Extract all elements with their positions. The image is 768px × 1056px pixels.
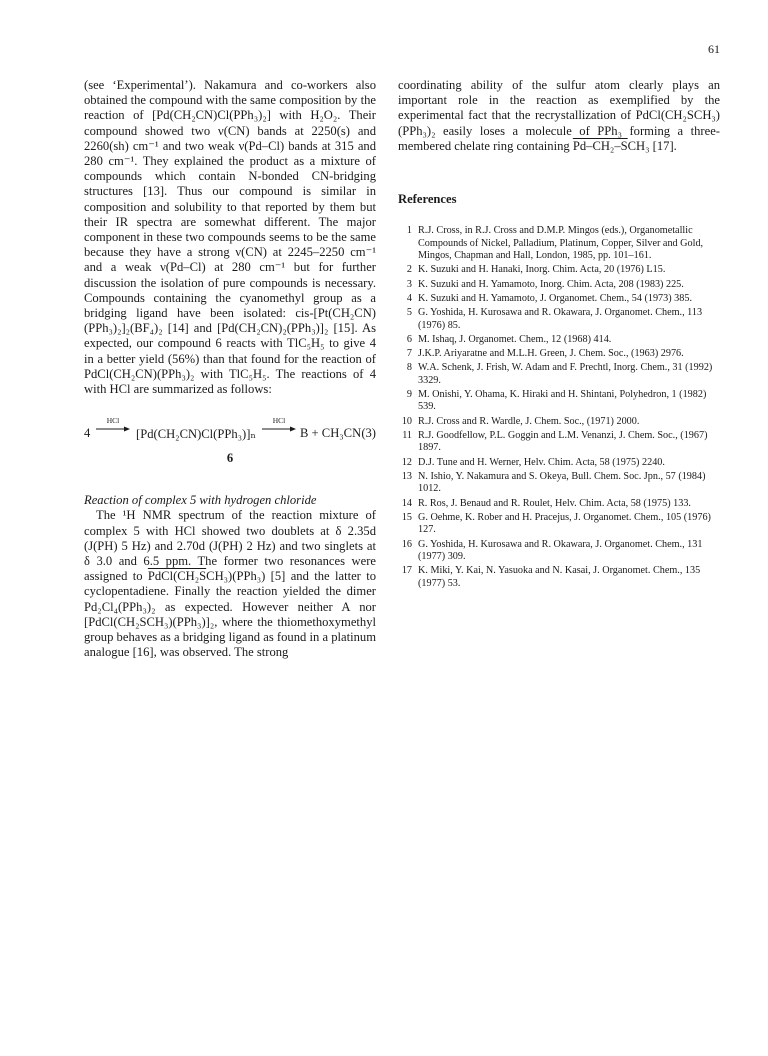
body-paragraph-2 (84, 508, 376, 660)
paragraph-2-text-a: The ¹H NMR spectrum of the reaction mixture of complex 5 with HCl showed two doublets at δ 2.35d (J(PH) 5 Hz) and 2.70d (J(PH) 2 Hz) and two singlets at δ 3.0 and 6.5 ppm. The former two resonances were assigned to (84, 508, 376, 584)
equation-3 (84, 417, 376, 449)
references-heading: References (398, 192, 457, 207)
arrow-1-label: HCl (106, 416, 120, 426)
reference-number: 17 (401, 565, 412, 577)
reference-text: N. Ishio, Y. Nakamura and S. Okeya, Bull. Chem. Soc. Jpn., 57 (1984) 1012. (418, 470, 706, 495)
reference-text: K. Miki, Y. Kai, N. Yasuoka and N. Kasai, J. Organomet. Chem., 135 (1977) 53. (418, 565, 701, 589)
equation-number: (3) (361, 426, 376, 441)
reference-text: W.A. Schenk, J. Frish, W. Adam and F. Prechtl, Inorg. Chem., 31 (1992) 3329. (418, 362, 713, 386)
reference-item (398, 348, 720, 361)
reference-number: 5 (406, 306, 412, 318)
reference-item (398, 362, 720, 387)
reference-item (398, 225, 720, 263)
arrow-2-label: HCl (272, 416, 286, 426)
paragraph-3-text-b: CH₃ [17]. (627, 138, 677, 153)
reference-item (398, 307, 720, 332)
reference-number: 8 (406, 362, 412, 374)
reference-text: K. Suzuki and H. Yamamoto, Inorg. Chim. Acta, 208 (1983) 225. (418, 278, 684, 290)
reference-text: K. Suzuki and H. Hanaki, Inorg. Chim. Acta, 20 (1976) L15. (418, 264, 666, 276)
paragraph-2-text-b: CH₃)(PPh₃) [5] and the latter to cyclopentadiene. Finally the reaction yielded the dimer Pd₂Cl₄(PPh₃)₂ as expected. However neither A nor [PdCl(CH₂SCH₃)(PPh₃)]₂, where the thiomethoxymethyl group behaves as a bridging ligand as found in a platinum analogue [16], was observed. The strong (84, 569, 377, 660)
left-column (84, 78, 376, 661)
reference-number: 10 (401, 415, 412, 427)
reaction-arrow-2 (262, 417, 296, 433)
reference-number: 12 (401, 456, 412, 468)
reference-item (398, 457, 720, 470)
page-number: 61 (708, 42, 720, 56)
paragraph-3-text-a: coordinating ability of the sulfur atom clearly plays an important role in the reaction as exemplified by the experimental fact that the recrystallization of PdCl(CH₂SCH₃)(PPh₃)₂ easily loses a molecule of PPh₃ forming a three-membered chelate ring containing (398, 78, 720, 153)
reference-number: 7 (406, 347, 412, 359)
reaction-arrow-1 (96, 417, 130, 433)
reference-text: G. Oehme, K. Rober and H. Pracejus, J. Organomet. Chem., 105 (1976) 127. (418, 511, 711, 536)
reference-text: M. Ishaq, J. Organomet. Chem., 12 (1968) 414. (418, 333, 612, 345)
reference-item (398, 389, 720, 414)
reference-item (398, 293, 720, 306)
reference-item (398, 279, 720, 292)
reference-item (398, 430, 720, 455)
reference-number: 9 (406, 388, 412, 400)
reference-number: 6 (406, 333, 412, 345)
reference-item (398, 416, 720, 429)
reference-text: G. Yoshida, H. Kurosawa and R. Okawara, J. Organomet. Chem., 131 (1977) 309. (418, 538, 703, 563)
reference-text: R.J. Cross and R. Wardle, J. Chem. Soc., (1971) 2000. (418, 415, 640, 427)
equation-reactant: 4 (84, 426, 91, 441)
reference-text: G. Yoshida, H. Kurosawa and R. Okawara, J. Organomet. Chem., 113 (1976) 85. (418, 306, 703, 331)
reference-text: J.K.P. Ariyaratne and M.L.H. Green, J. Chem. Soc., (1963) 2976. (418, 347, 684, 359)
arrow-2-icon (262, 425, 296, 433)
references-list (398, 225, 720, 591)
overlined-formula: PdCl(CH₂S (147, 569, 207, 584)
reference-item (398, 565, 720, 590)
chelate-ring-formula: Pd–CH₂–S (572, 138, 628, 153)
equation-products: B + CH₃CN (300, 426, 362, 441)
reference-number: 1 (406, 225, 412, 237)
reference-item (398, 512, 720, 537)
reference-item (398, 264, 720, 277)
equation-compound-label: 6 (226, 451, 234, 466)
reference-item (398, 334, 720, 347)
reference-number: 3 (406, 278, 412, 290)
reference-text: R. Ros, J. Benaud and R. Roulet, Helv. Chim. Acta, 58 (1975) 133. (418, 497, 691, 509)
reference-item (398, 498, 720, 511)
reference-text: R.J. Goodfellow, P.L. Goggin and L.M. Venanzi, J. Chem. Soc., (1967) 1897. (418, 429, 708, 454)
reference-text: M. Onishi, Y. Ohama, K. Hiraki and H. Shintani, Polyhedron, 1 (1982) 539. (418, 388, 707, 413)
reference-text: D.J. Tune and H. Werner, Helv. Chim. Acta, 58 (1975) 2240. (418, 456, 665, 468)
reference-number: 14 (401, 497, 412, 509)
reference-text: R.J. Cross, in R.J. Cross and D.M.P. Mingos (eds.), Organometallic Compounds of Nickel, Palladium, Platinum, Copper, Silver and Gold, Mingos, Chapman and Hall, London, 1985, pp. 101–161. (418, 225, 704, 262)
body-paragraph-1: (see ‘Experimental’). Nakamura and co-workers also obtained the compound with the same composition by the reaction of [Pd(CH₂CN)Cl(PPh₃)₂] with H₂O₂. Their compound showed two ν(CN) bands at 2250(s) and 2260(sh) cm⁻¹ and two weak ν(Pd–Cl) bands at 315 and 280 cm⁻¹. They explained the product as a mixture of compounds which contain N-bonded CN-bridging structures [13]. Thus our compound is similar in composition and solubility to that reported by them but their IR spectra are somewhat different. The major component in these two compounds seems to be the same because they have a strong ν(CN) at 2245–2250 cm⁻¹ and a weak ν(Pd–Cl) at 280 cm⁻¹ but for further discussion the isolation of pure compounds is necessary. Compounds containing the cyanomethyl group as a bridging ligand have been isolated: cis-[Pt(CH₂CN)(PPh₃)₂]₂(BF₄)₂ [14] and [Pd(CH₂CN)₂(PPh₃)]₂ [15]. As expected, our compound 6 reacts with TlC₅H₅ to give 4 in a better yield (56%) than that found for the reaction of PdCl(CH₂CN)(PPh₃)₂ with TlC₅H₅. The reactions of 4 with HCl are summarized as follows: (84, 78, 376, 397)
reference-item (398, 539, 720, 564)
reference-text: K. Suzuki and H. Yamamoto, J. Organomet. Chem., 54 (1973) 385. (418, 292, 693, 304)
section-heading: Reaction of complex 5 with hydrogen chloride (84, 493, 317, 508)
reference-number: 15 (401, 511, 412, 523)
body-paragraph-3 (398, 78, 720, 154)
right-column (398, 78, 720, 592)
reference-item (398, 471, 720, 496)
reference-number: 13 (401, 470, 412, 482)
reference-number: 11 (402, 429, 412, 441)
reference-number: 4 (406, 292, 412, 304)
reference-number: 2 (406, 264, 412, 276)
equation-intermediate: [Pd(CH₂CN)Cl(PPh₃)]ₙ (136, 427, 256, 442)
reference-number: 16 (401, 538, 412, 550)
arrow-1-icon (96, 425, 130, 433)
